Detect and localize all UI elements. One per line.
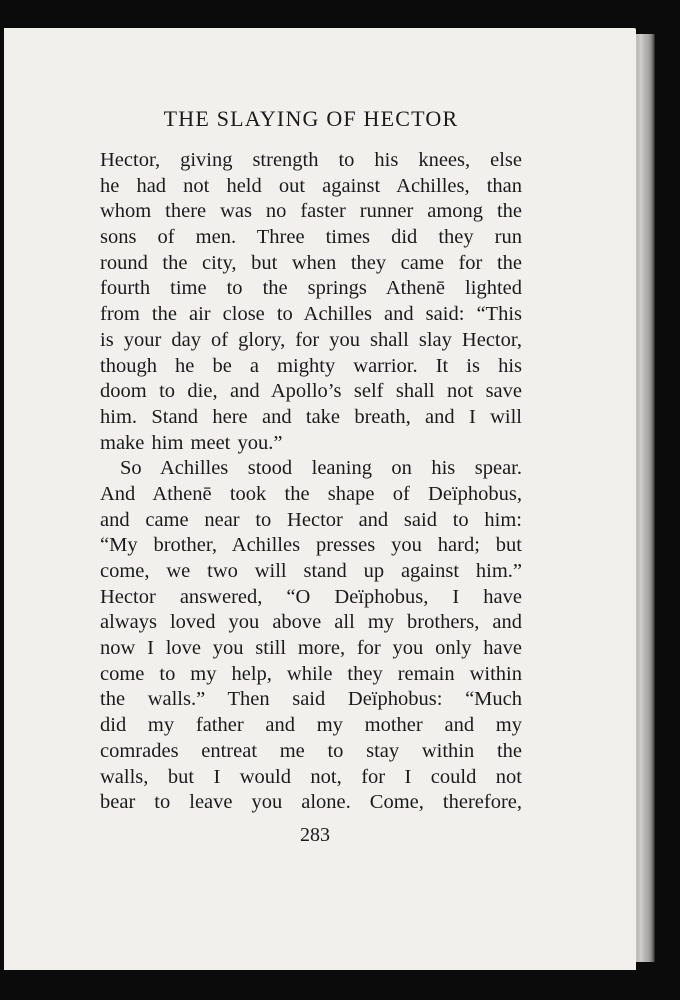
text-line: from the air close to Achilles and said: “This: [100, 303, 522, 326]
text-line: comrades entreat me to stay within the: [100, 739, 522, 762]
text-line: whom there was no faster runner among the: [100, 200, 522, 223]
text-line: did my father and my mother and my: [100, 714, 522, 737]
text-line: the walls.” Then said Deïphobus: “Much: [100, 688, 522, 711]
text-line: and came near to Hector and said to him:: [100, 508, 522, 531]
text-line: Hector answered, “O Deïphobus, I have: [100, 585, 522, 608]
text-line: though he be a mighty warrior. It is his: [100, 354, 522, 377]
text-line: doom to die, and Apollo’s self shall not save: [100, 380, 522, 403]
text-line: “My brother, Achilles presses you hard; but: [100, 534, 522, 557]
text-line: And Athenē took the shape of Deïphobus,: [100, 482, 522, 505]
running-head: THE SLAYING OF HECTOR: [163, 106, 459, 131]
text-line: come to my help, while they remain within: [100, 662, 522, 685]
text-line: make him meet you.”: [100, 431, 283, 454]
text-line: walls, but I would not, for I could not: [100, 765, 522, 788]
text-line: him. Stand here and take breath, and I will: [100, 405, 522, 428]
page-number: 283: [300, 824, 330, 846]
text-line: is your day of glory, for you shall slay Hector,: [100, 328, 522, 351]
text-line: fourth time to the springs Athenē lighted: [100, 277, 522, 300]
text-line: now I love you still more, for you only have: [100, 637, 522, 660]
body-text: [100, 148, 522, 816]
text-line: come, we two will stand up against him.”: [100, 560, 522, 582]
text-line: bear to leave you alone. Come, therefore,: [100, 791, 522, 814]
text-line: always loved you above all my brothers, and: [100, 611, 522, 634]
text-line: So Achilles stood leaning on his spear.: [120, 457, 522, 480]
text-line: round the city, but when they came for the: [100, 251, 522, 274]
text-line: Hector, giving strength to his knees, else: [100, 149, 522, 171]
text-line: sons of men. Three times did they run: [100, 226, 522, 249]
text-line: he had not held out against Achilles, than: [100, 174, 522, 197]
